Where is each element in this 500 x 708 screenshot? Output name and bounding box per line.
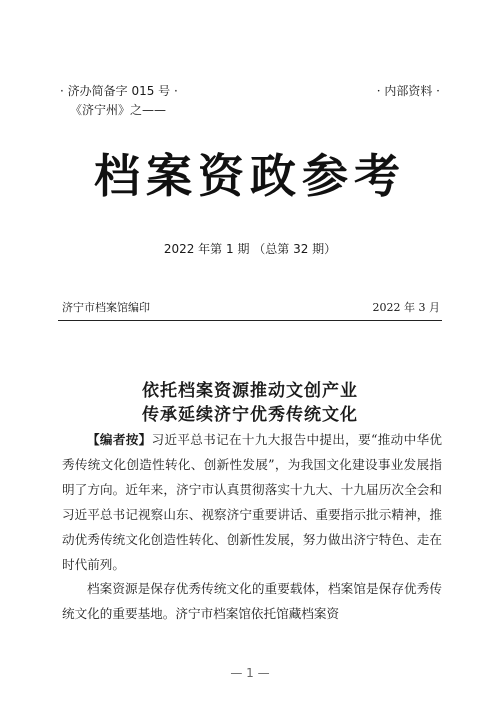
article-title-line-1: 依托档案资源推动文创产业	[142, 381, 358, 401]
masthead-title: 档案资政参考	[94, 149, 406, 203]
article-title-line-2: 传承延续济宁优秀传统文化	[142, 405, 358, 425]
editor-note-paragraph	[62, 427, 442, 577]
document-number: · 济办简备字 015 号 ·	[60, 84, 178, 98]
publisher: 济宁市档案馆编印	[62, 301, 150, 314]
series-line: 《济宁州》之——	[70, 103, 167, 117]
header-divider	[58, 320, 442, 321]
issue-info: 2022 年第 1 期 （总第 32 期）	[163, 242, 337, 256]
body-paragraph: 档案资源是保存优秀传统文化的重要载体，档案馆是保存优秀传统文化的重要基地。济宁市档案馆依托馆藏档案资	[62, 581, 442, 621]
internal-material-label: · 内部资料 ·	[376, 84, 440, 98]
editor-note-label: 【编者按】	[87, 432, 152, 447]
publication-date: 2022 年 3 月	[372, 301, 440, 314]
editor-note-text: 习近平总书记在十九大报告中提出，要“推动中华优秀传统文化创造性转化、创新性发展”，为我国文化建设事业发展指明了方向。近年来，济宁市认真贯彻落实十九大、十九届历次全会和习近平总书记视察山东、视察济宁重要讲话、重要指示批示精神，推动优秀传统文化创造性转化、创新性发展，努力做出济宁特色、走在时代前列。	[62, 432, 442, 572]
page-number: — 1 —	[230, 666, 270, 680]
